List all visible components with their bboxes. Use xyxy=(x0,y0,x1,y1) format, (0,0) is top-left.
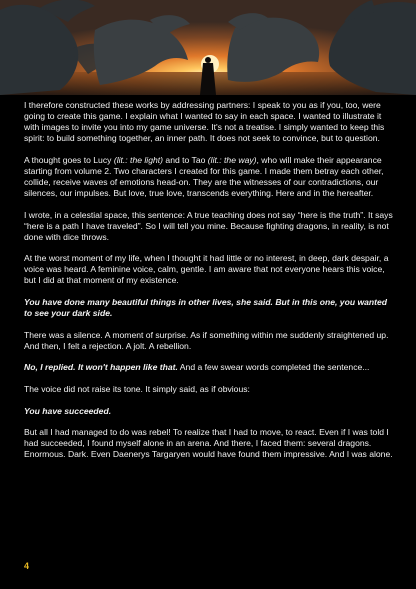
emphasis-text: You have succeeded. xyxy=(24,405,112,416)
paragraph xyxy=(24,297,396,319)
paragraph xyxy=(24,362,396,373)
text-run: At the worst moment of my life, when I thought it had little or no interest, in deep, dark despair, a voice was heard. A feminine voice, calm, gentle. I am aware that not everyone hears this voice, but I did at that moment of my existence. xyxy=(24,253,389,286)
body-text xyxy=(24,100,396,471)
emphasis-text: You have done many beautiful things in other lives, she said. But in this one, you wanted to see your dark side. xyxy=(24,297,388,319)
text-run: There was a silence. A moment of surprise. As if something within me suddenly straightened up. And then, I felt a rejection. A jolt. A rebellion. xyxy=(24,329,389,351)
paragraph xyxy=(24,406,396,417)
paragraph xyxy=(24,330,396,352)
emphasis-text: No, I replied. It won't happen like that. xyxy=(24,362,178,373)
text-run: But all I had managed to do was rebel! To realize that I had to move, to react. Even if I was told I had succeeded, I found myself alone in an arena. And there, I faced them: several dragons. Enormous. Dark. Even Daenerys Targaryen would have found them impressive. And I was alone. xyxy=(24,427,393,460)
header-illustration xyxy=(0,0,416,95)
emphasis-text: (lit.: the light) xyxy=(113,154,164,165)
paragraph xyxy=(24,155,396,199)
page-number: 4 xyxy=(24,561,30,571)
dragons-sunset-illustration xyxy=(0,0,416,95)
text-run: and to Tao xyxy=(163,154,208,165)
text-run: I wrote, in a celestial space, this sentence: A true teaching does not say “here is the truth”. It says “here is a path I have traveled”. So I will tell you mine. Because fighting dragons, in reality, is not done with dice throws. xyxy=(24,209,393,242)
emphasis-text: (lit.: the way) xyxy=(207,154,257,165)
text-run: I therefore constructed these works by addressing partners: I speak to you as if you, too, were going to create this game. I explain what I wanted to say in each space. I wanted to illustrate it with images to invite you into my game universe. It's not a treatise. I simply wanted to keep this spirit: to build something together, an inner path. It does not seek to convince, but to question. xyxy=(24,100,385,144)
text-run: And a few swear words completed the sentence... xyxy=(177,362,370,373)
text-run: The voice did not raise its tone. It simply said, as if obvious: xyxy=(24,384,250,395)
paragraph xyxy=(24,384,396,395)
paragraph xyxy=(24,253,396,286)
text-run: , who will make their appearance starting from volume 2. Two characters I created for this game. I made them betray each other, collide, receive waves of emotions head-on. They are the witnesses of our contradictions, our silences, our impulses. But love, true love, transcends everything. Here and in the hereafter. xyxy=(24,154,384,198)
paragraph xyxy=(24,100,396,144)
paragraph xyxy=(24,427,396,460)
paragraph xyxy=(24,210,396,243)
text-run: A thought goes to Lucy xyxy=(24,154,114,165)
